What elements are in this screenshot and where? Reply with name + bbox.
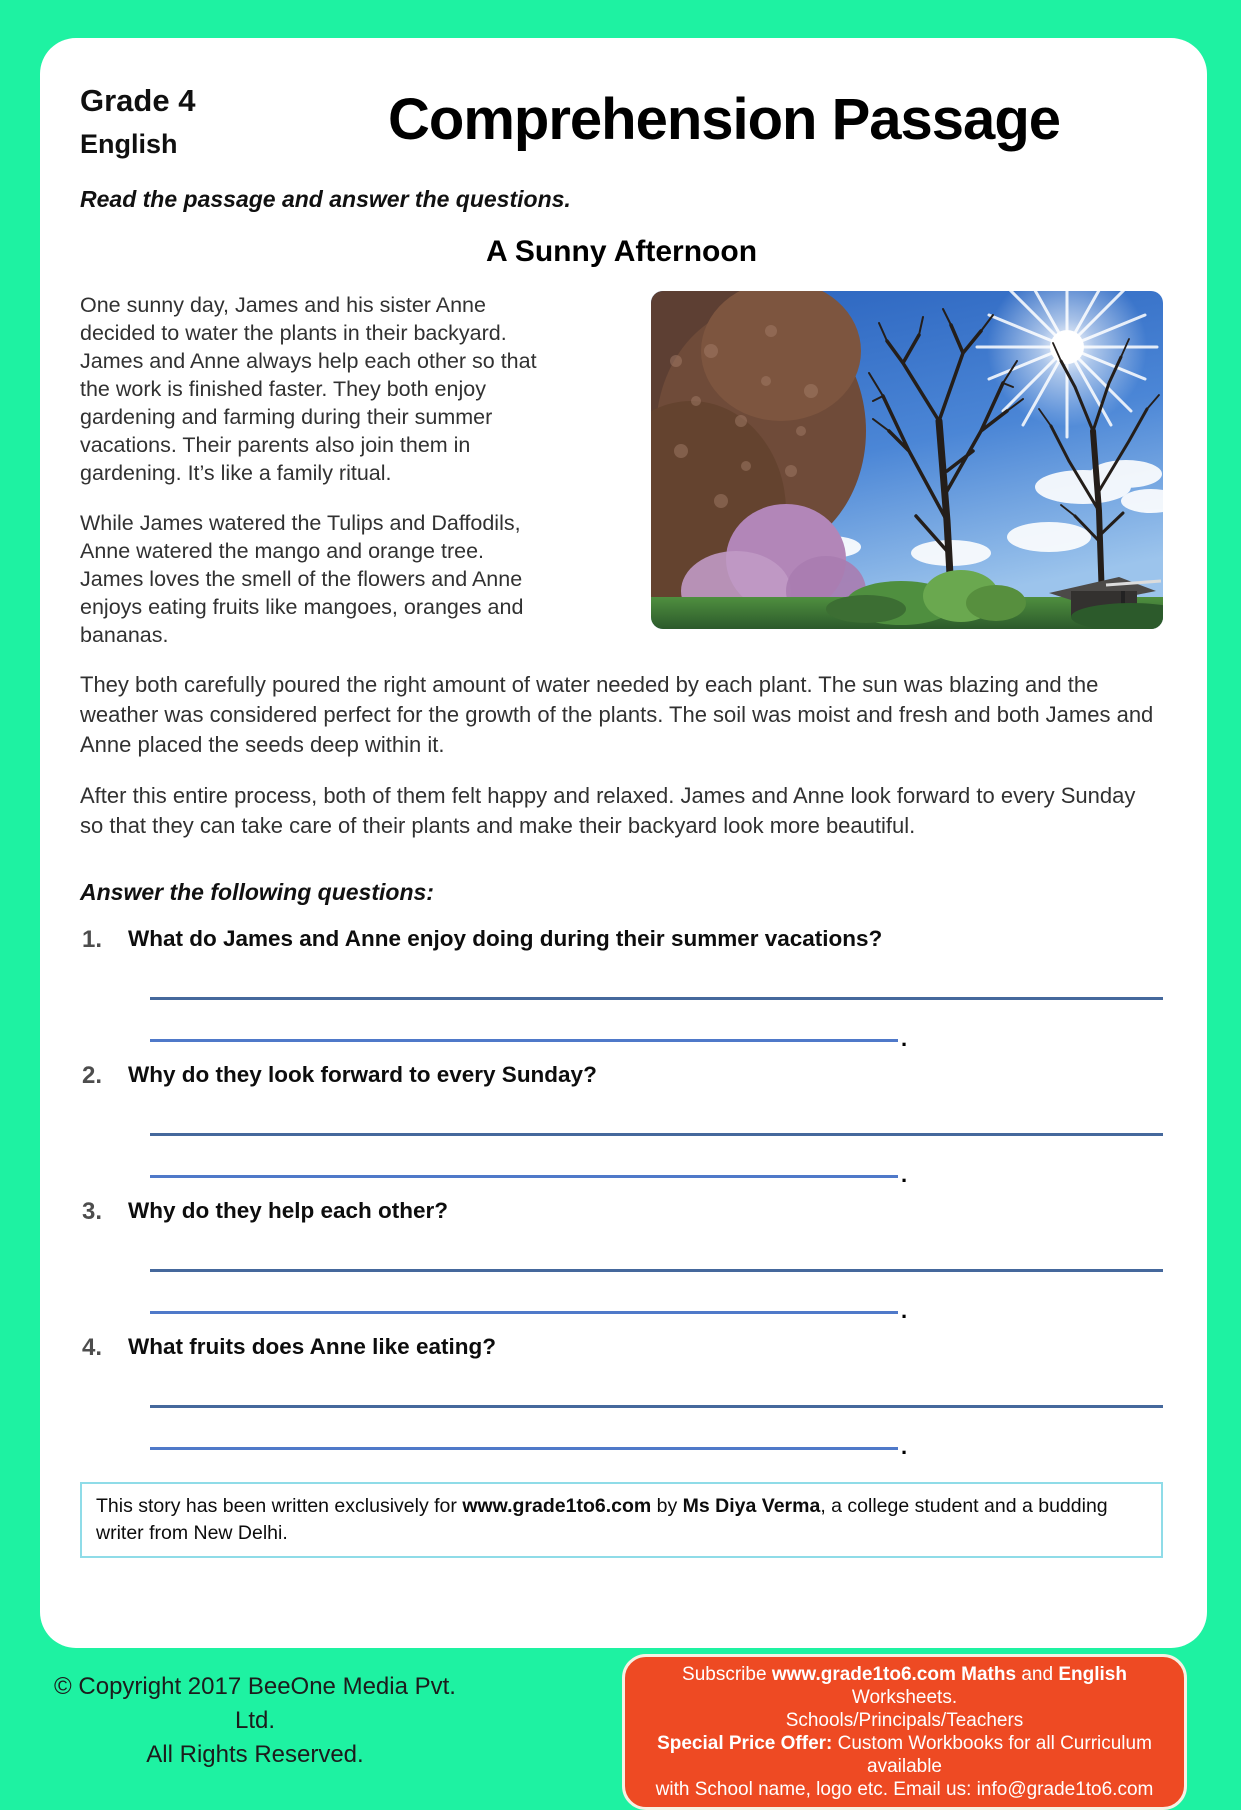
worksheet-page <box>40 38 1207 1648</box>
passage-section <box>80 291 1163 649</box>
promo-line: Special Price Offer: Custom Workbooks for all Curriculum available <box>657 1733 1152 1777</box>
line-terminator: . <box>901 1025 908 1051</box>
question-2 <box>80 1061 1163 1187</box>
question-text: What fruits does Anne like eating? <box>128 1333 496 1359</box>
answer-line <box>150 1310 898 1314</box>
question-4 <box>80 1333 1163 1459</box>
footer <box>40 1654 1187 1810</box>
promo-line: Schools/Principals/Teachers <box>785 1710 1024 1731</box>
subject-label: English <box>80 128 178 159</box>
question-number: 1. <box>82 925 103 953</box>
promo-line: Subscribe www.grade1to6.com Maths and English Worksheets. <box>682 1664 1127 1708</box>
answer-line <box>150 1404 1163 1408</box>
answer-line <box>150 1132 1163 1136</box>
copyright-line: All Rights Reserved. <box>146 1741 364 1768</box>
page-title: Comprehension Passage <box>388 87 1060 152</box>
line-terminator: . <box>901 1297 908 1323</box>
passage-photo <box>651 291 1163 629</box>
questions-heading: Answer the following questions: <box>80 878 434 905</box>
answer-line <box>150 996 1163 1000</box>
grade-label: Grade 4 <box>80 83 196 118</box>
line-terminator: . <box>901 1433 908 1459</box>
passage-text-column <box>80 291 540 649</box>
question-1 <box>80 925 1163 1051</box>
question-text: Why do they help each other? <box>128 1197 449 1223</box>
answer-line <box>150 1038 898 1042</box>
question-text: What do James and Anne enjoy doing during their summer vacations? <box>128 925 883 951</box>
promo-line: with School name, logo etc. Email us: info@grade1to6.com <box>655 1779 1154 1800</box>
answer-line <box>150 1446 898 1450</box>
copper-tree <box>651 291 866 629</box>
passage-paragraph: While James watered the Tulips and Daffodils, Anne watered the mango and orange tree. James loves the smell of the flowers and Anne enjoys eating fruits like mangoes, oranges and bananas. <box>80 510 524 647</box>
copyright-line: © Copyright 2017 BeeOne Media Pvt. Ltd. <box>54 1673 456 1734</box>
line-terminator: . <box>901 1161 908 1187</box>
question-text: Why do they look forward to every Sunday? <box>128 1061 597 1087</box>
answer-line <box>150 1268 1163 1272</box>
answer-line <box>150 1174 898 1178</box>
question-number: 2. <box>82 1061 103 1089</box>
sunny-trees-illustration <box>651 291 1163 629</box>
question-number: 3. <box>82 1197 103 1225</box>
instruction-text: Read the passage and answer the questions. <box>80 185 571 212</box>
promo-box <box>622 1654 1187 1810</box>
header-grade-block <box>80 74 285 162</box>
header <box>80 74 1163 162</box>
copyright-text <box>40 1654 470 1810</box>
passage-paragraph: They both carefully poured the right amount of water needed by each plant. The sun was blazing and the weather was considered perfect for the growth of the plants. The soil was moist and fresh and both James and Anne placed the seeds deep within it. <box>80 671 1154 757</box>
passage-paragraph: After this entire process, both of them felt happy and relaxed. James and Anne look forward to every Sunday so that they can take care of their plants and make their backyard look more beautiful. <box>80 782 1136 838</box>
passage-paragraph: One sunny day, James and his sister Anne decided to water the plants in their backyard. James and Anne always help each other so that the work is finished faster. They both enjoy gardening and farming during their summer vacations. Their parents also join them in gardening. It’s like a family ritual. <box>80 292 537 485</box>
author-note: This story has been written exclusively for www.grade1to6.com by Ms Diya Verma, a college student and a budding writer from New Delhi. <box>80 1482 1163 1558</box>
question-3 <box>80 1197 1163 1323</box>
question-number: 4. <box>82 1333 103 1361</box>
passage-title: A Sunny Afternoon <box>485 234 758 268</box>
